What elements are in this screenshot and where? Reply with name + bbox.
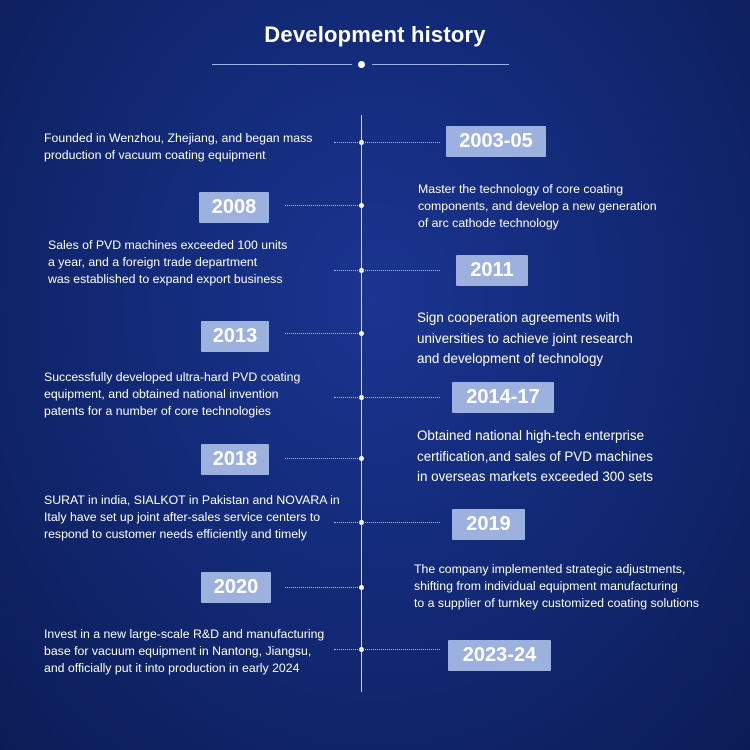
event-description-line: and officially put it into production in early 2024 [44,661,300,675]
title-divider-right [372,64,509,65]
event-description [417,426,653,488]
year-badge: 2023-24 [448,640,551,671]
event-description-line: equipment, and obtained national invention [44,387,279,401]
event-description [417,308,633,370]
timeline-connector [334,649,440,650]
year-badge: 2018 [201,444,269,475]
timeline-connector [285,458,358,459]
year-badge: 2014-17 [452,382,554,413]
year-badge: 2013 [201,321,269,352]
event-description-line: SURAT in india, SIALKOT in Pakistan and NOVARA in [44,493,340,507]
event-description-line: Founded in Wenzhou, Zhejiang, and began mass [44,131,313,145]
event-description [414,561,699,612]
year-badge: 2003-05 [446,126,546,157]
timeline-connector [334,142,440,143]
event-description-line: The company implemented strategic adjustments, [414,562,686,576]
title-divider-dot [358,61,365,68]
year-badge: 2011 [456,255,528,286]
event-description [48,237,287,288]
timeline-node [359,331,364,336]
event-description-line: Sales of PVD machines exceeded 100 units [48,238,288,252]
event-description [44,369,300,420]
event-description-line: Obtained national high-tech enterprise [417,428,645,443]
event-description-line: base for vacuum equipment in Nantong, Jiangsu, [44,644,312,658]
event-description-line: universities to achieve joint research [417,330,633,346]
event-description-line: Invest in a new large-scale R&D and manufacturing [44,627,325,641]
year-badge: 2008 [199,192,269,223]
timeline-connector [334,270,440,271]
timeline-connector [334,522,440,523]
event-description-line: patents for a number of core technologies [44,404,271,418]
year-badge: 2019 [452,509,525,540]
event-description-line: was established to expand export business [48,272,283,286]
event-description-line: certification,and sales of PVD machines [417,448,653,464]
title-divider-left [212,64,352,65]
event-description [44,626,324,677]
event-description-line: Successfully developed ultra-hard PVD coating [44,370,301,384]
event-description-line: respond to customer needs efficiently and timely [44,527,307,541]
timeline-connector [285,205,358,206]
event-description [44,492,340,543]
event-description-line: Master the technology of core coating [418,182,624,196]
timeline-node [359,456,364,461]
event-description-line: to a supplier of turnkey customized coating solutions [414,596,700,610]
timeline-node [359,585,364,590]
timeline-connector [285,587,358,588]
year-badge: 2020 [201,572,271,603]
event-description-line: shifting from individual equipment manufacturing [414,579,678,593]
event-description-line: a year, and a foreign trade department [48,255,258,269]
event-description-line: and development of technology [417,351,604,366]
timeline-connector [285,333,358,334]
event-description [418,181,657,232]
event-description-line: components, and develop a new generation [418,199,657,213]
event-description-line: of arc cathode technology [418,216,559,230]
timeline-node [359,203,364,208]
timeline-axis [361,115,362,692]
event-description-line: production of vacuum coating equipment [44,148,266,162]
event-description-line: Italy have set up joint after-sales service centers to [44,510,321,524]
page-title: Development history [264,22,486,47]
event-description [44,130,312,164]
timeline-connector [334,397,440,398]
event-description-line: in overseas markets exceeded 300 sets [417,469,653,484]
event-description-line: Sign cooperation agreements with [417,310,620,325]
